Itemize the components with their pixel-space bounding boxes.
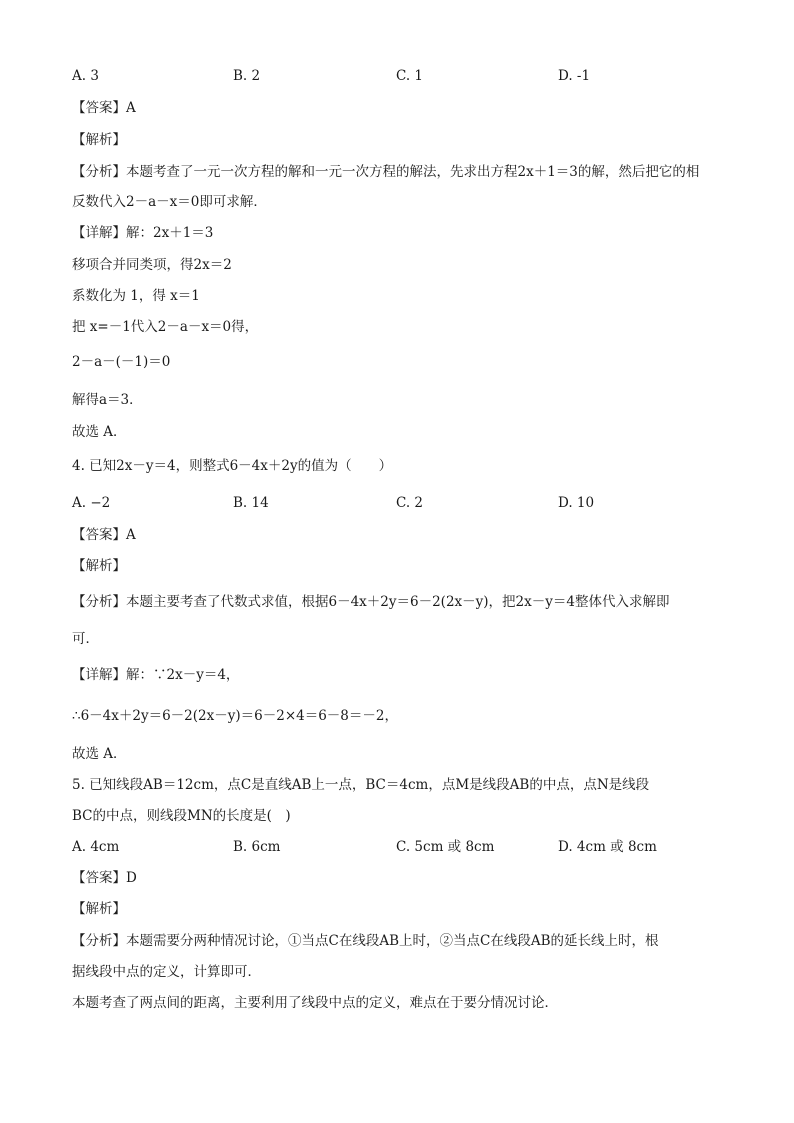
q4-option-b: B. 14: [233, 495, 269, 511]
q4-detail-line-2: ∴6－4x＋2y＝6－2(2x－y)＝6－2×4＝6－8＝－2，: [72, 708, 398, 724]
q3-fenxi-line-2: 反数代入2－a－x＝0即可求解．: [72, 194, 267, 210]
q4-detail-line-3: 故选 A．: [72, 746, 127, 762]
q3-detail-line-6: 解得a＝3．: [72, 392, 143, 408]
q5-option-b: B. 6cm: [233, 839, 281, 855]
q4-fenxi-line-1: 【分析】本题主要考查了代数式求值，根据6－4x＋2y＝6－2(2x－y)，把2x－y＝4整体代入求解即: [72, 594, 670, 610]
q5-fenxi-line-3: 本题考查了两点间的距离，主要利用了线段中点的定义，难点在于要分情况讨论．: [72, 995, 558, 1011]
q3-detail-line-5: 2－a－(－1)＝0: [72, 354, 171, 370]
q3-option-c: C. 1: [396, 68, 424, 84]
q4-option-c: C. 2: [396, 495, 424, 511]
q5-option-d: D. 4cm 或 8cm: [558, 839, 657, 855]
q3-detail-line-3: 系数化为 1，得 x＝1: [72, 288, 200, 304]
q4-detail-line-1: 【详解】解：∵2x－y＝4，: [72, 667, 240, 683]
q4-option-a: A. −2: [72, 495, 111, 511]
q4-option-d: D. 10: [558, 495, 595, 511]
q4-stem: 4. 已知2x－y＝4，则整式6－4x＋2y的值为（ ）: [72, 458, 393, 474]
q3-answer: 【答案】A: [72, 100, 136, 116]
q5-answer: 【答案】D: [72, 870, 137, 886]
q5-stem-line-1: 5. 已知线段AB＝12cm，点C是直线AB上一点，BC＝4cm，点M是线段AB的中点，点N是线段: [72, 777, 650, 793]
q5-option-c: C. 5cm 或 8cm: [396, 839, 495, 855]
q3-option-d: D. -1: [558, 68, 591, 84]
q3-option-b: B. 2: [233, 68, 261, 84]
q3-analysis-header: 【解析】: [72, 132, 126, 148]
q4-fenxi-line-2: 可．: [72, 631, 99, 647]
q3-detail-line-4: 把 x=－1代入2－a－x＝0得，: [72, 319, 259, 335]
q5-fenxi-line-2: 据线段中点的定义，计算即可．: [72, 964, 261, 980]
q4-analysis-header: 【解析】: [72, 558, 126, 574]
q3-option-a: A. 3: [72, 68, 99, 84]
q5-option-a: A. 4cm: [72, 839, 120, 855]
q3-detail-line-7: 故选 A．: [72, 424, 127, 440]
q4-answer: 【答案】A: [72, 527, 136, 543]
q3-fenxi-line-1: 【分析】本题考查了一元一次方程的解和一元一次方程的解法，先求出方程2x＋1＝3的解，然后把它的相: [72, 164, 700, 180]
q3-detail-line-1: 【详解】解：2x＋1＝3: [72, 225, 214, 241]
q3-detail-line-2: 移项合并同类项，得2x＝2: [72, 257, 232, 273]
q5-fenxi-line-1: 【分析】本题需要分两种情况讨论，①当点C在线段AB上时，②当点C在线段AB的延长线上时，根: [72, 933, 659, 949]
q5-analysis-header: 【解析】: [72, 901, 126, 917]
q5-stem-line-2: BC的中点，则线段MN的长度是( ): [72, 808, 291, 824]
